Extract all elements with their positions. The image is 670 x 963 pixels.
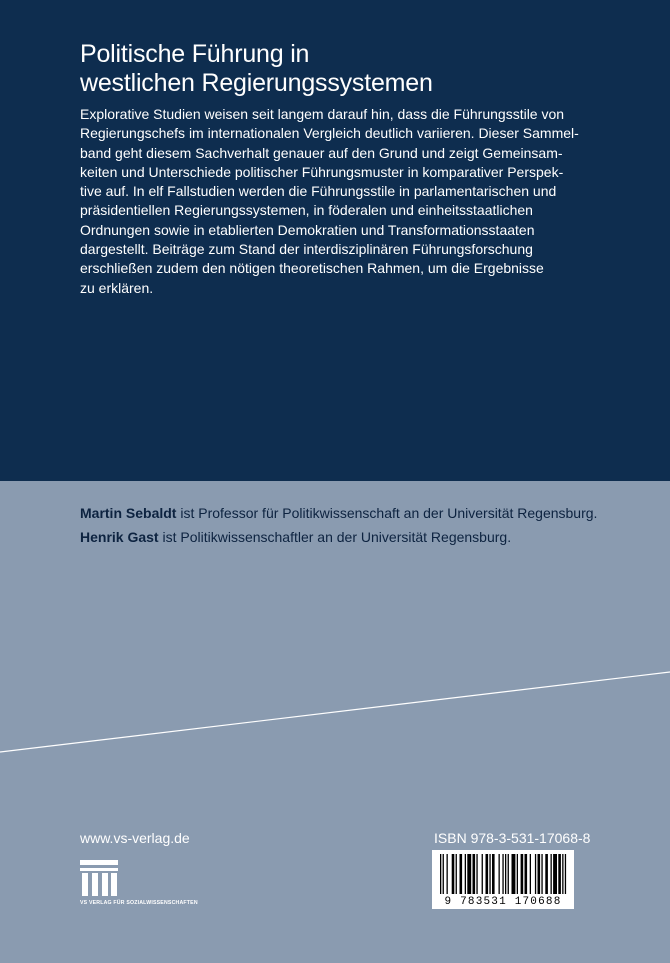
publisher-url: www.vs-verlag.de — [80, 830, 190, 846]
author-name: Henrik Gast — [80, 529, 159, 546]
publisher-logo-text: VS VERLAG FÜR SOZIALWISSENSCHAFTEN — [80, 900, 198, 906]
blurb-line: Ordnungen sowie in etablierten Demokratien und Transformationsstaaten — [80, 221, 535, 238]
publisher-logo-icon — [80, 860, 118, 898]
barcode — [432, 850, 574, 909]
title-line-2: westlichen Regierungssystemen — [80, 69, 433, 97]
author-bios — [80, 504, 600, 553]
author-name: Martin Sebaldt — [80, 505, 177, 521]
author-bio — [80, 504, 600, 523]
author-description: ist Professor für Politikwissenschaft an der Universität Regensburg. — [176, 505, 598, 521]
blurb-line: Regierungschefs im internationalen Vergleich deutlich variieren. Dieser Sammel- — [80, 125, 579, 142]
blurb-line: keiten und Unterschiede politischer Führungsmuster in komparativer Perspek- — [80, 163, 564, 180]
book-title — [80, 40, 433, 98]
blurb-line: zu erklären. — [80, 279, 154, 296]
diagonal-divider — [0, 660, 670, 760]
blurb-line: präsidentiellen Regierungssystemen, in föderalen und einheitsstaatlichen — [80, 202, 533, 219]
blurb-line: Explorative Studien weisen seit langem darauf hin, dass die Führungsstile von — [80, 106, 565, 122]
author-bio — [80, 528, 600, 547]
barcode-bars-icon — [432, 850, 574, 896]
title-line-1: Politische Führung in — [80, 40, 310, 68]
barcode-digits: 9 783531 170688 — [432, 896, 574, 908]
blurb-line: dargestellt. Beiträge zum Stand der interdisziplinären Führungsforschung — [80, 241, 533, 258]
blurb-line: band geht diesem Sachverhalt genauer auf den Grund und zeigt Gemeinsam- — [80, 144, 563, 161]
blurb-line: tive auf. In elf Fallstudien werden die Führungsstile in parlamentarischen und — [80, 183, 557, 200]
isbn: ISBN 978-3-531-17068-8 — [434, 830, 591, 846]
author-description: ist Politikwissenschaftler an der Universität Regensburg. — [158, 529, 512, 546]
blurb-line: erschließen zudem den nötigen theoretischen Rahmen, um die Ergebnisse — [80, 260, 544, 277]
blurb — [80, 105, 592, 298]
top-panel — [0, 0, 670, 481]
